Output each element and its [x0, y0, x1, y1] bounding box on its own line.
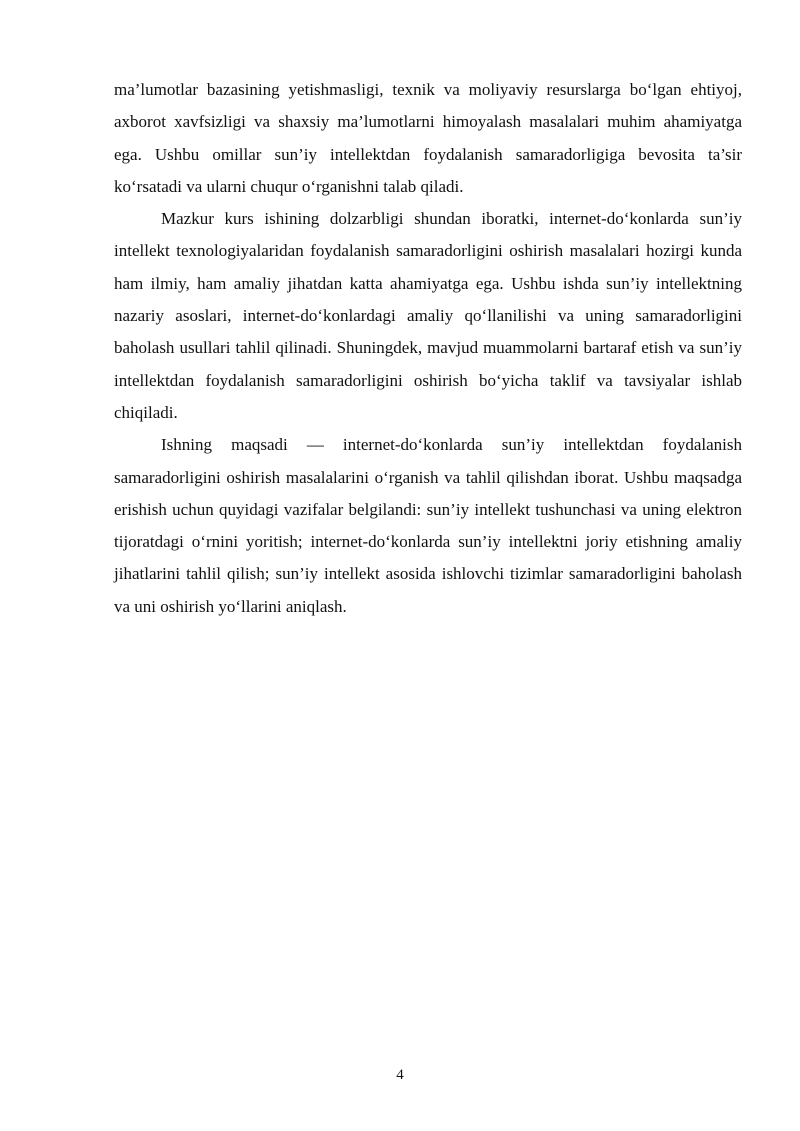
body-text	[114, 74, 742, 623]
paragraph-continuation: ma’lumotlar bazasining yetishmasligi, texnik va moliyaviy resurslarga bo‘lgan ehtiyoj, axborot xavfsizligi va shaxsiy ma’lumotlarni himoyalash masalalari muhim ahamiyatga ega. Ushbu omillar sun’iy intellektdan foydalanish samaradorligiga bevosita ta’sir ko‘rsatadi va ularni chuqur o‘rganishni talab qiladi.	[114, 80, 742, 196]
paragraph-objective: Ishning maqsadi — internet-do‘konlarda sun’iy intellektdan foydalanish samaradorligini oshirish masalalarini o‘rganish va tahlil qilishdan iborat. Ushbu maqsadga erishish uchun quyidagi vazifalar belgilandi: sun’iy intellekt tushunchasi va uning elektron tijoratdagi o‘rnini yoritish; internet-do‘konlarda sun’iy intellektni joriy etishning amaliy jihatlarini tahlil qilish; sun’iy intellekt asosida ishlovchi tizimlar samaradorligini baholash va uni oshirish yo‘llarini aniqlash.	[114, 435, 742, 616]
page-number: 4	[396, 1067, 404, 1083]
paragraph-relevance: Mazkur kurs ishining dolzarbligi shundan iboratki, internet-do‘konlarda sun’iy intellekt texnologiyalaridan foydalanish samaradorligini oshirish masalalari hozirgi kunda ham ilmiy, ham amaliy jihatdan katta ahamiyatga ega. Ushbu ishda sun’iy intellektning nazariy asoslari, internet-do‘konlardagi amaliy qo‘llanilishi va uning samaradorligini baholash usullari tahlil qilinadi. Shuningdek, mavjud muammolarni bartaraf etish va sun’iy intellektdan foydalanish samaradorligini oshirish bo‘yicha taklif va tavsiyalar ishlab chiqiladi.	[114, 209, 742, 422]
